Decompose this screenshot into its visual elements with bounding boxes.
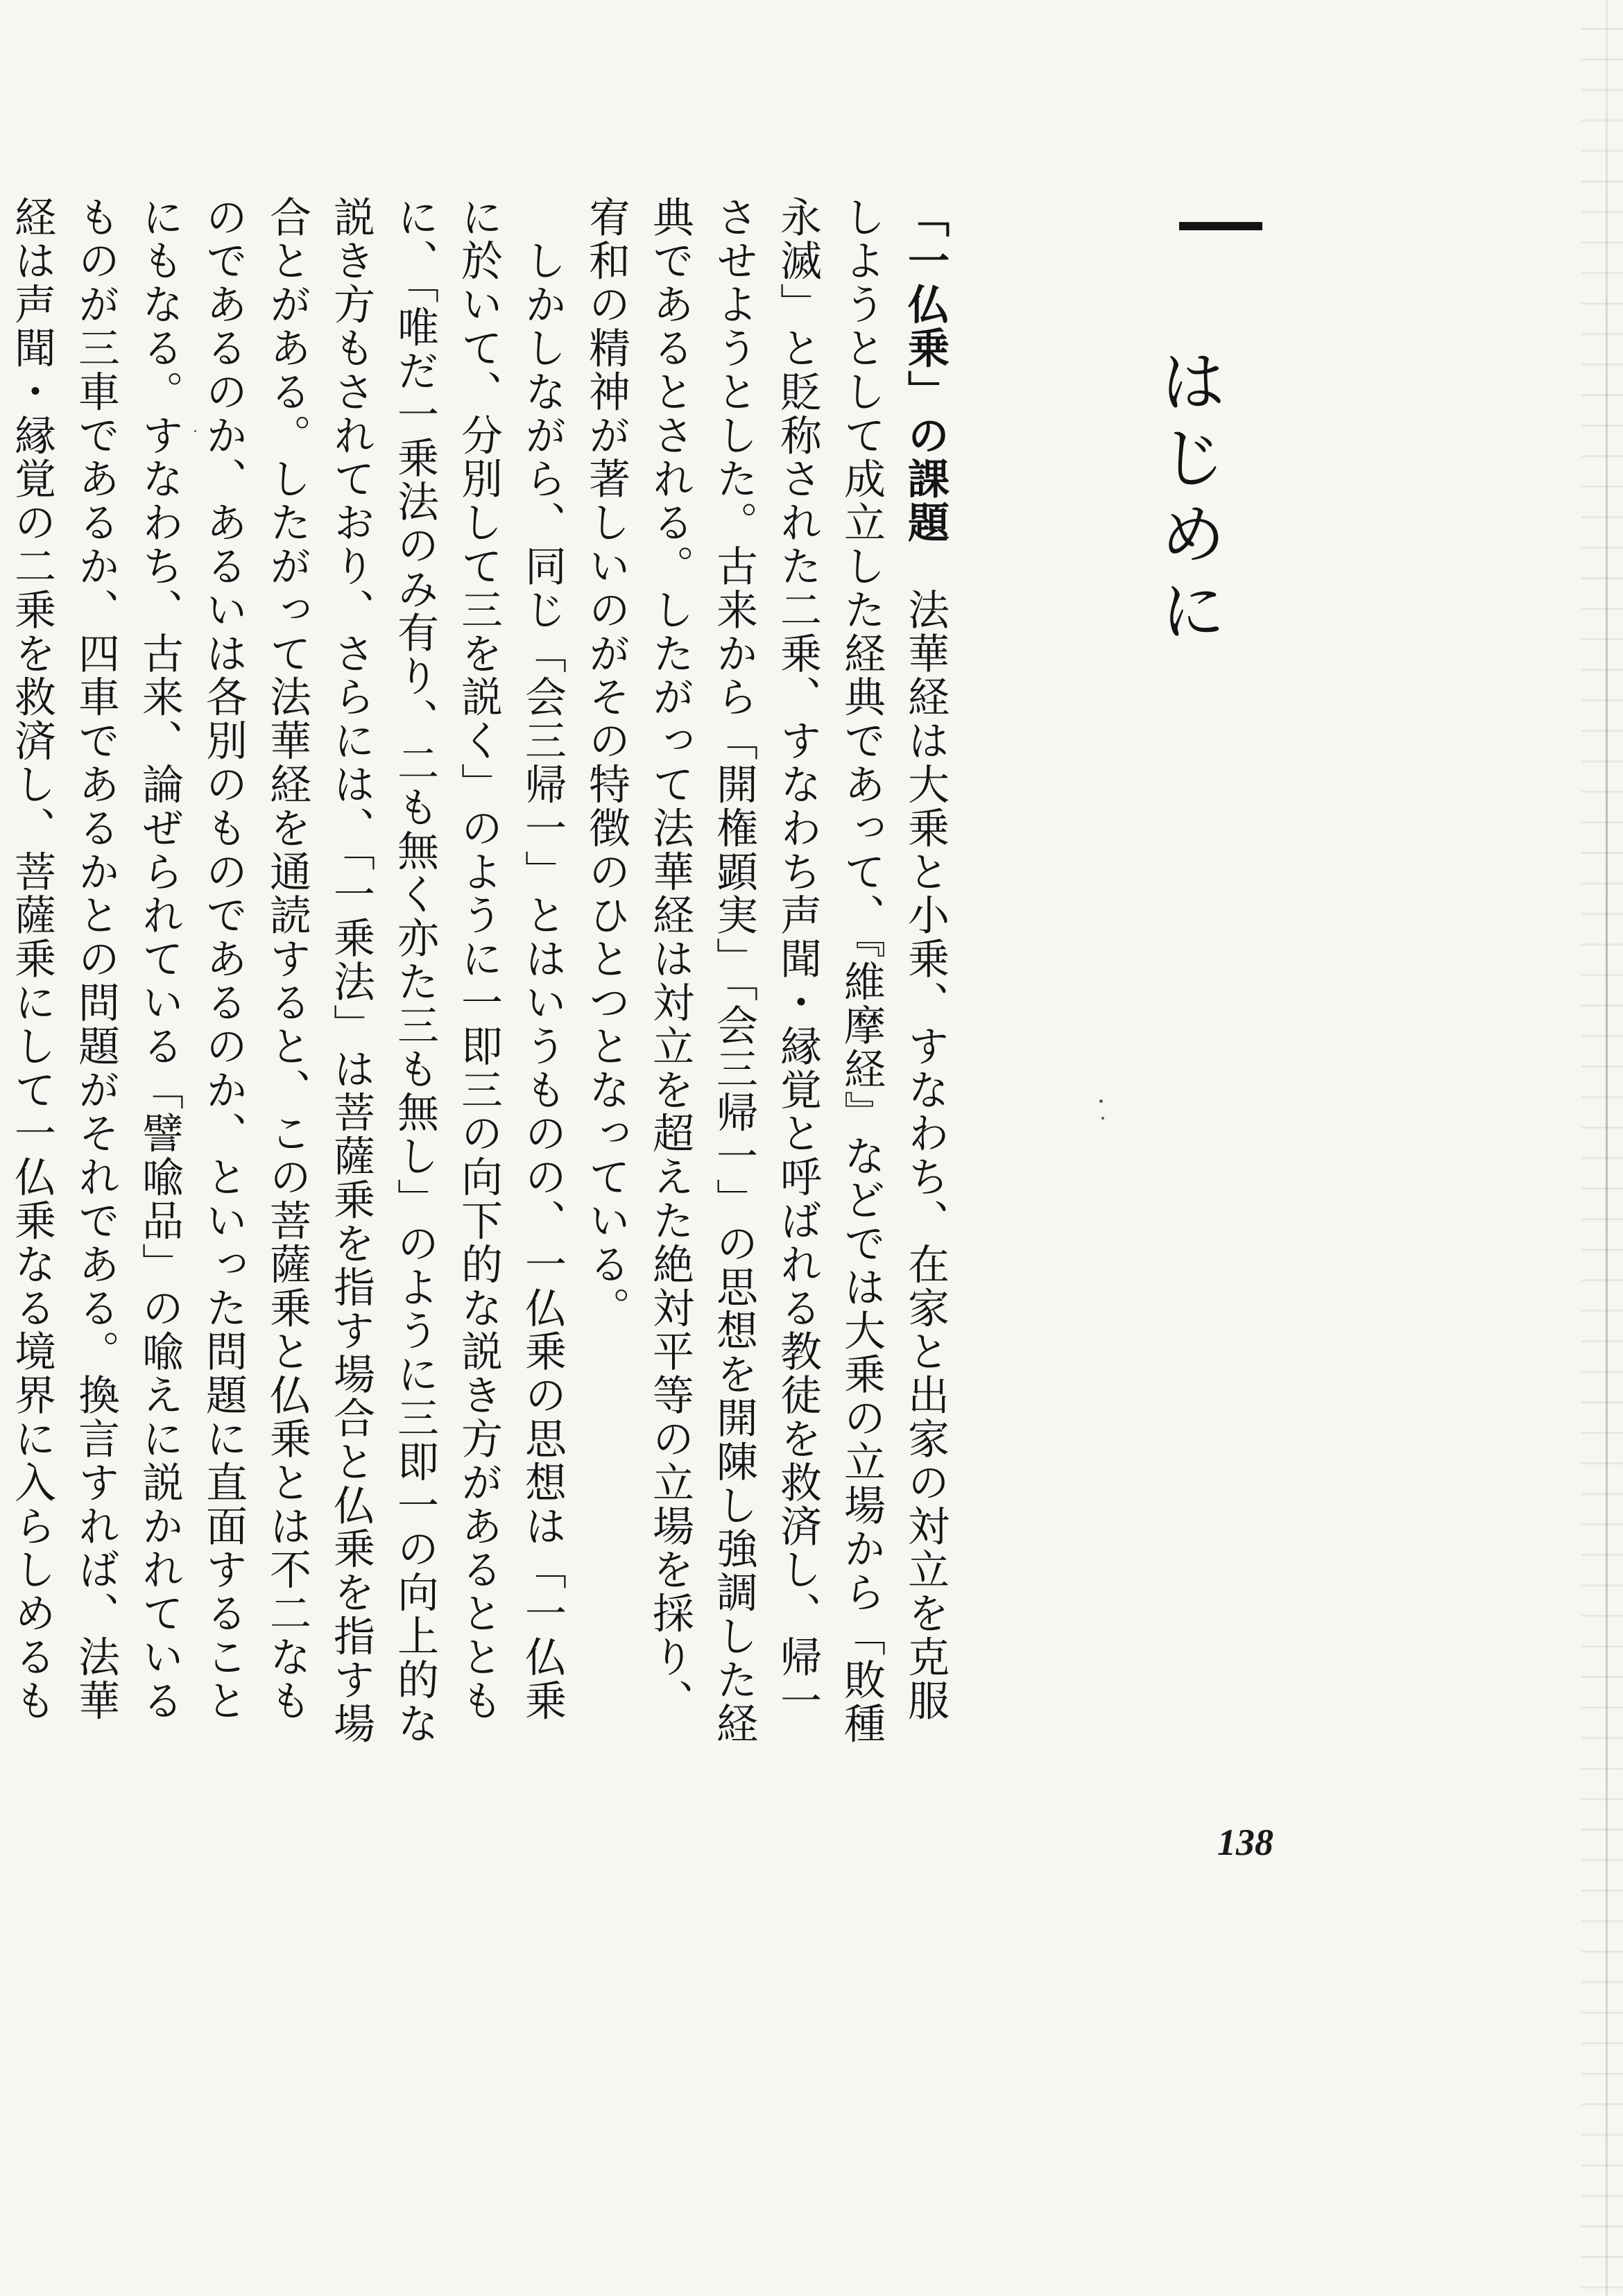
section-number-mark [1179, 222, 1262, 230]
scan-edge-noise [1581, 0, 1623, 2296]
scan-speck [194, 430, 196, 432]
subsection-heading: 「一仏乗」の課題 [901, 196, 950, 545]
scan-speck [1101, 1117, 1104, 1120]
paragraph-1-text: 法華経は大乗と小乗、すなわち、在家と出家の対立を克服しようとして成立した経典であって、『維摩経』などでは大乗の立場から「敗種永滅」と貶称された二乗、すなわち声聞・縁覚と呼ばれる教徒を救済し、帰一させようとした。古来から「開権顕実」「会三帰一」の思想を開陳し強調した経典であるとされる。したがって法華経は対立を超えた絶対平等の立場を採り、宥和の精神が著しいのがその特徴のひとつとなっている。 [582, 196, 950, 1746]
section-title: はじめに [1149, 347, 1227, 652]
paragraph-1 [574, 196, 957, 1749]
scan-edge-line [1606, 0, 1608, 2296]
body-text [8, 196, 957, 1749]
page-number: 138 [1217, 1822, 1273, 1863]
scan-speck [1099, 1099, 1103, 1103]
paragraph-2-text: しかしながら、同じ「会三帰一」とはいうものの、一仏乗の思想は「一仏乗に於いて、分別して三を説く」のように一即三の向下的な説き方があるとともに、「唯だ一乗法のみ有り、二も無く亦た三も無し」のように三即一の向上的な説き方もされており、さらには、「一乗法」は菩薩乗を指す場合と仏乗を指す場合とがある。したがって法華経を通読すると、この菩薩乗と仏乗とは不二なものであるのか、あるいは各別のものであるのか、といった問題に直面することにもなる。すなわち、古来、論ぜられている「譬喩品」の喩えに説かれているものが三車であるか、四車であるかとの問題がそれである。換言すれば、法華経は声聞・縁覚の二乗を救済し、菩薩乗にして一仏乗なる境界に入らしめるも [8, 196, 567, 1746]
paragraph-2 [0, 196, 574, 1749]
